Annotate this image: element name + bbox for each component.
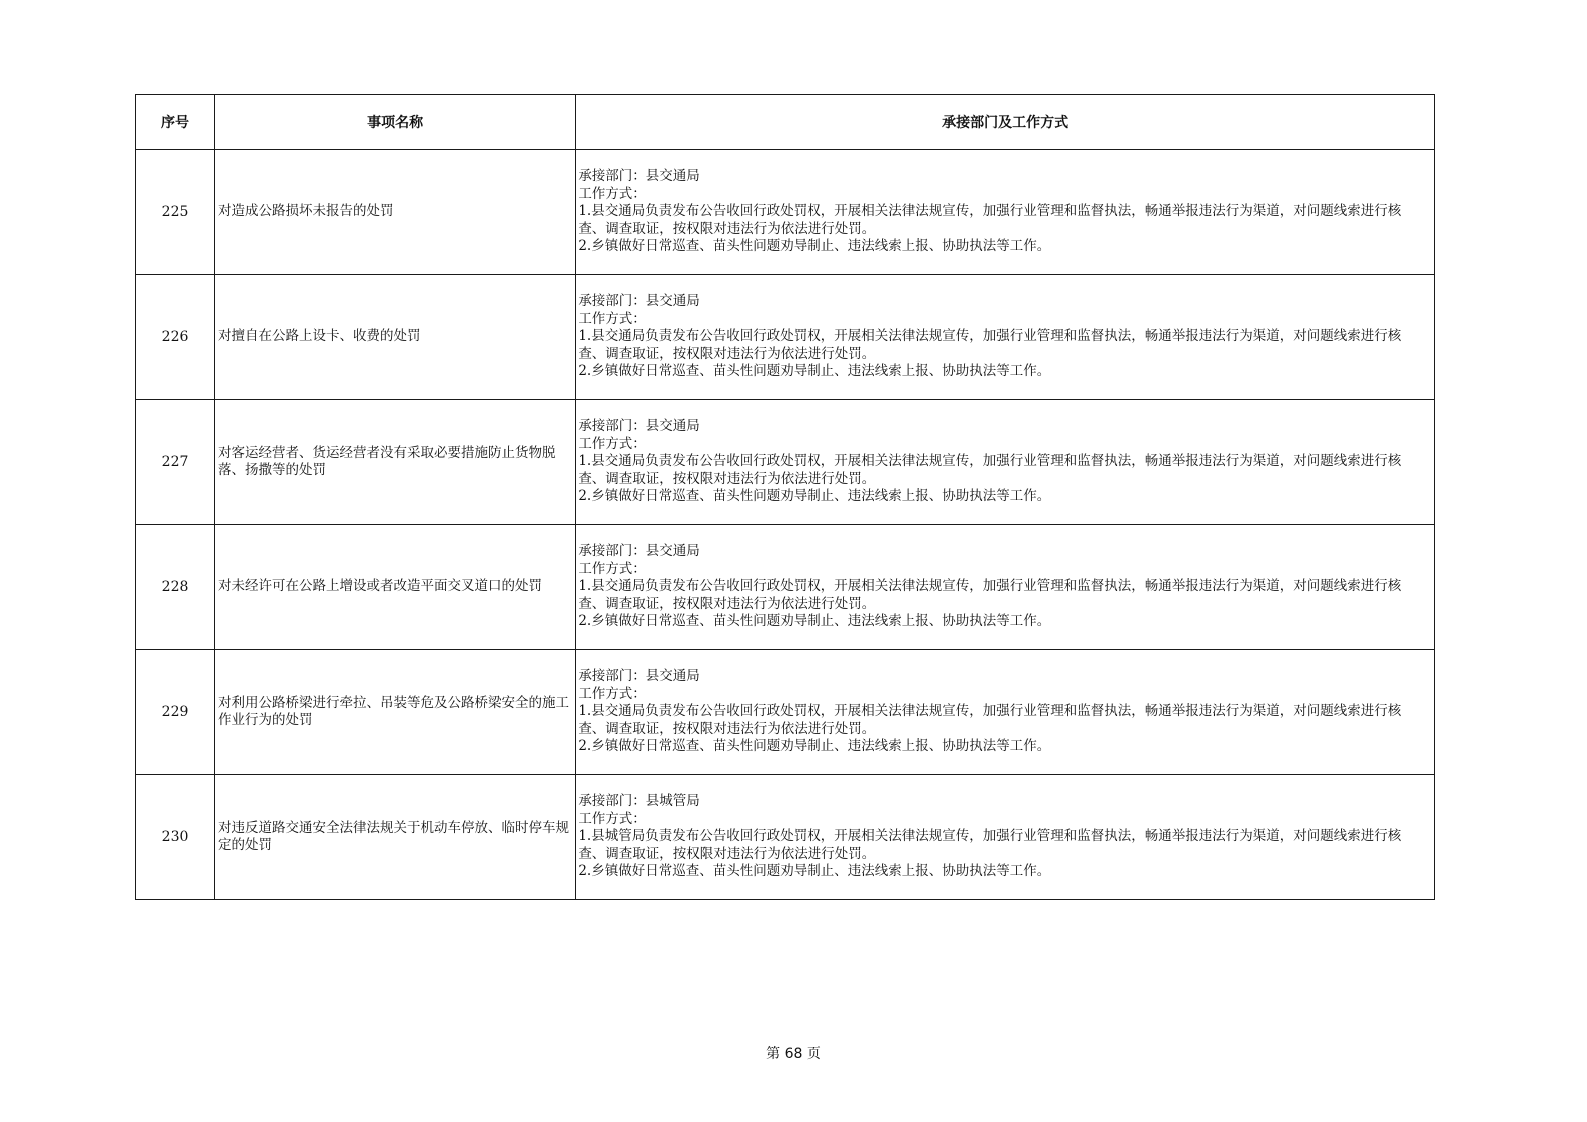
- row-matter-name: 对未经许可在公路上增设或者改造平面交叉道口的处罚: [215, 525, 576, 650]
- row-matter-name: 对客运经营者、货运经营者没有采取必要措施防止货物脱落、扬撒等的处罚: [215, 400, 576, 525]
- work-step-1: 1.县交通局负责发布公告收回行政处罚权，开展相关法律法规宣传，加强行业管理和监督执法，畅通举报违法行为渠道，对问题线索进行核查、调查取证，按权限对违法行为依法进行处罚。: [578, 328, 1402, 362]
- work-step-2: 2.乡镇做好日常巡查、苗头性问题劝导制止、违法线索上报、协助执法等工作。: [578, 613, 1051, 630]
- header-serial-number: 序号: [136, 95, 215, 150]
- row-serial-number: 225: [136, 150, 215, 275]
- row-matter-name: 对擅自在公路上设卡、收费的处罚: [215, 275, 576, 400]
- table-row: [136, 525, 1435, 650]
- department-line: 承接部门：县交通局: [578, 418, 700, 435]
- work-step-1: 1.县城管局负责发布公告收回行政处罚权，开展相关法律法规宣传，加强行业管理和监督执法，畅通举报违法行为渠道，对问题线索进行核查、调查取证，按权限对违法行为依法进行处罚。: [578, 828, 1402, 862]
- work-step-2: 2.乡镇做好日常巡查、苗头性问题劝导制止、违法线索上报、协助执法等工作。: [578, 738, 1051, 755]
- table-row: [136, 150, 1435, 275]
- row-department-method: [576, 525, 1435, 650]
- work-step-1: 1.县交通局负责发布公告收回行政处罚权，开展相关法律法规宣传，加强行业管理和监督执法，畅通举报违法行为渠道，对问题线索进行核查、调查取证，按权限对违法行为依法进行处罚。: [578, 578, 1402, 612]
- work-step-2: 2.乡镇做好日常巡查、苗头性问题劝导制止、违法线索上报、协助执法等工作。: [578, 363, 1051, 380]
- department-line: 承接部门：县交通局: [578, 168, 700, 185]
- work-mode-label: 工作方式：: [578, 310, 646, 327]
- department-line: 承接部门：县城管局: [578, 793, 700, 810]
- row-department-method: [576, 775, 1435, 900]
- table-row: [136, 775, 1435, 900]
- work-mode-label: 工作方式：: [578, 185, 646, 202]
- work-mode-label: 工作方式：: [578, 810, 646, 827]
- row-matter-name: 对违反道路交通安全法律法规关于机动车停放、临时停车规定的处罚: [215, 775, 576, 900]
- row-matter-name: 对造成公路损坏未报告的处罚: [215, 150, 576, 275]
- work-mode-label: 工作方式：: [578, 435, 646, 452]
- row-serial-number: 227: [136, 400, 215, 525]
- table-row: [136, 400, 1435, 525]
- work-step-2: 2.乡镇做好日常巡查、苗头性问题劝导制止、违法线索上报、协助执法等工作。: [578, 488, 1051, 505]
- department-line: 承接部门：县交通局: [578, 293, 700, 310]
- row-department-method: [576, 650, 1435, 775]
- row-department-method: [576, 400, 1435, 525]
- row-matter-name: 对利用公路桥梁进行牵拉、吊装等危及公路桥梁安全的施工作业行为的处罚: [215, 650, 576, 775]
- row-serial-number: 230: [136, 775, 215, 900]
- row-department-method: [576, 275, 1435, 400]
- row-serial-number: 226: [136, 275, 215, 400]
- department-line: 承接部门：县交通局: [578, 668, 700, 685]
- page-number: 第 68 页: [766, 1046, 821, 1062]
- row-serial-number: 229: [136, 650, 215, 775]
- work-mode-label: 工作方式：: [578, 560, 646, 577]
- work-step-2: 2.乡镇做好日常巡查、苗头性问题劝导制止、违法线索上报、协助执法等工作。: [578, 238, 1051, 255]
- department-line: 承接部门：县交通局: [578, 543, 700, 560]
- row-department-method: [576, 150, 1435, 275]
- work-step-1: 1.县交通局负责发布公告收回行政处罚权，开展相关法律法规宣传，加强行业管理和监督执法，畅通举报违法行为渠道，对问题线索进行核查、调查取证，按权限对违法行为依法进行处罚。: [578, 203, 1402, 237]
- table-header-row: [136, 95, 1435, 150]
- header-matter-name: 事项名称: [215, 95, 576, 150]
- work-mode-label: 工作方式：: [578, 685, 646, 702]
- work-step-2: 2.乡镇做好日常巡查、苗头性问题劝导制止、违法线索上报、协助执法等工作。: [578, 863, 1051, 880]
- work-step-1: 1.县交通局负责发布公告收回行政处罚权，开展相关法律法规宣传，加强行业管理和监督执法，畅通举报违法行为渠道，对问题线索进行核查、调查取证，按权限对违法行为依法进行处罚。: [578, 703, 1402, 737]
- row-serial-number: 228: [136, 525, 215, 650]
- matters-table: [135, 94, 1435, 900]
- table-row: [136, 275, 1435, 400]
- header-department-method: 承接部门及工作方式: [576, 95, 1435, 150]
- work-step-1: 1.县交通局负责发布公告收回行政处罚权，开展相关法律法规宣传，加强行业管理和监督执法，畅通举报违法行为渠道，对问题线索进行核查、调查取证，按权限对违法行为依法进行处罚。: [578, 453, 1402, 487]
- table-row: [136, 650, 1435, 775]
